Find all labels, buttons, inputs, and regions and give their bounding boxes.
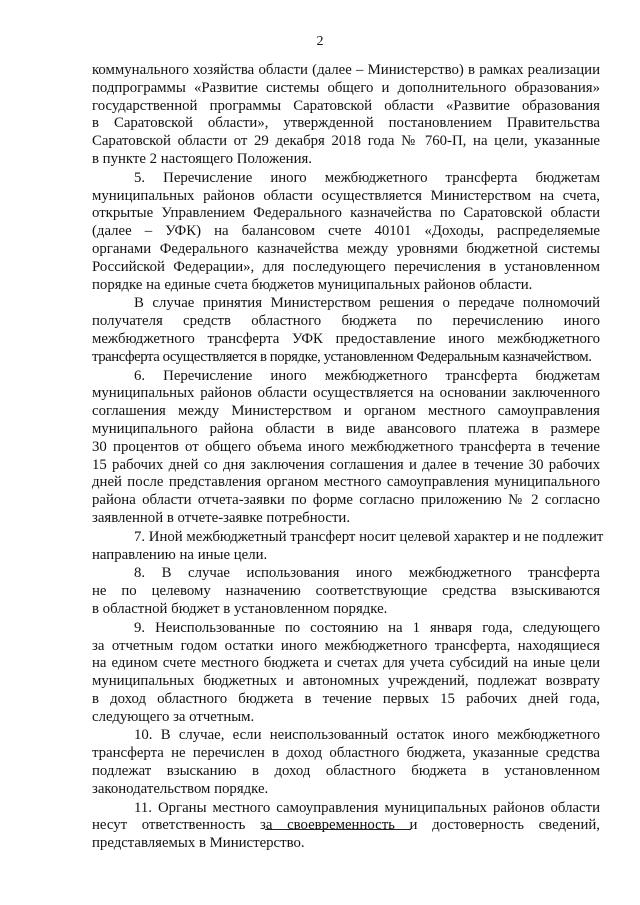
paragraph-11: [92, 800, 600, 853]
text-line: органами Федерального казначейства между уровнями бюджетной системы: [92, 240, 600, 257]
text-line: в доход областного бюджета в течение первых 15 рабочих дней года,: [92, 690, 600, 707]
page-number: 2: [316, 34, 324, 49]
text-line: 6. Перечисление иного межбюджетного трансферта бюджетам: [134, 367, 600, 384]
text-line: 7. Иной межбюджетный трансферт носит целевой характер и не подлежит: [134, 528, 604, 545]
text-line: представляемых в Министерство.: [92, 835, 305, 852]
paragraph-7: [92, 528, 604, 565]
text-line: трансферта осуществляется в порядке, установленном Федеральным казначейством.: [92, 348, 592, 365]
text-line: открытые Управлением Федерального казначейства по Саратовской области: [92, 205, 600, 222]
paragraph-8: [92, 565, 600, 618]
text-line: в Саратовской области», утвержденной постановлением Правительства: [92, 115, 600, 132]
text-line: государственной программы Саратовской области «Развитие образования: [92, 97, 600, 114]
text-line: 5. Перечисление иного межбюджетного трансферта бюджетам: [134, 169, 600, 186]
text-line: заявленной в отчете-заявке потребности.: [92, 509, 351, 526]
text-line: 11. Органы местного самоуправления муниципальных районов области: [134, 799, 600, 816]
paragraph-9: [92, 620, 600, 727]
text-line: коммунального хозяйства области (далее – Министерство) в рамках реализации: [92, 62, 600, 78]
text-line: соглашения между Министерством и органом местного самоуправления: [92, 403, 600, 420]
text-line: порядке на единые счета бюджетов муниципальных районов области.: [92, 276, 533, 293]
text-line: В случае принятия Министерством решения о передаче полномочий: [134, 295, 600, 312]
text-line: получателя средств областного бюджета по перечислению иного: [92, 313, 600, 330]
text-line: муниципальных районов области осуществляется Министерством на счета,: [92, 187, 600, 204]
text-line: 8. В случае использования иного межбюджетного трансферта: [134, 565, 600, 582]
text-line: подлежат взысканию в доход областного бюджета в установленном: [92, 763, 600, 780]
text-line: 15 рабочих дней со дня заключения соглашения и далее в течение 30 рабочих: [92, 456, 600, 473]
text-line: Саратовской области от 29 декабря 2018 года № 760-П, на цели, указанные: [92, 133, 600, 150]
paragraph-intro: [92, 62, 600, 169]
text-line: 10. В случае, если неиспользованный остаток иного межбюджетного: [134, 727, 600, 744]
document-body: [92, 62, 604, 854]
paragraph-6: [92, 368, 600, 528]
text-line: следующего за отчетным.: [92, 708, 255, 725]
text-line: трансферта не перечислен в доход областного бюджета, указанные средства: [92, 745, 600, 762]
text-line: межбюджетного трансферта УФК предоставление иного межбюджетного: [92, 330, 600, 347]
text-line: в областной бюджет в установленном порядке.: [92, 600, 388, 617]
text-line: (далее – УФК) на балансовом счете 40101 «Доходы, распределяемые: [92, 223, 600, 240]
text-line: несут ответственность за своевременность и достоверность сведений,: [92, 817, 600, 834]
text-line: законодательством порядке.: [92, 780, 269, 797]
text-line: дней после представления органом местного самоуправления муниципального: [92, 474, 600, 491]
text-line: Российской Федерации», для последующего перечисления в установленном: [92, 258, 600, 275]
text-line: района области отчета-заявки по форме согласно приложению № 2 согласно: [92, 492, 600, 509]
text-line: за отчетным годом остатки иного межбюджетного трансферта, находящиеся: [92, 637, 600, 654]
closing-divider: [265, 829, 411, 830]
text-line: направлению на иные цели.: [92, 546, 268, 563]
paragraph-5: [92, 170, 600, 295]
text-line: в пункте 2 настоящего Положения.: [92, 150, 312, 167]
text-line: муниципального района области в виде авансового платежа в размере: [92, 420, 600, 437]
text-line: 30 процентов от общего объема иного межбюджетного трансферта в течение: [92, 438, 600, 455]
text-line: не по целевому назначению соответствующие средства взыскиваются: [92, 583, 600, 600]
text-line: муниципальных районов области осуществляется на основании заключенного: [92, 385, 600, 402]
paragraph-10: [92, 727, 600, 798]
paragraph-5-continued: [92, 295, 600, 366]
text-line: на едином счете местного бюджета и счетах для учета субсидий на иные цели: [92, 655, 600, 672]
text-line: 9. Неиспользованные по состоянию на 1 января года, следующего: [134, 619, 600, 636]
text-line: подпрограммы «Развитие системы общего и дополнительного образования»: [92, 79, 600, 96]
text-line: муниципальных бюджетных и автономных учреждений, подлежат возврату: [92, 673, 600, 690]
